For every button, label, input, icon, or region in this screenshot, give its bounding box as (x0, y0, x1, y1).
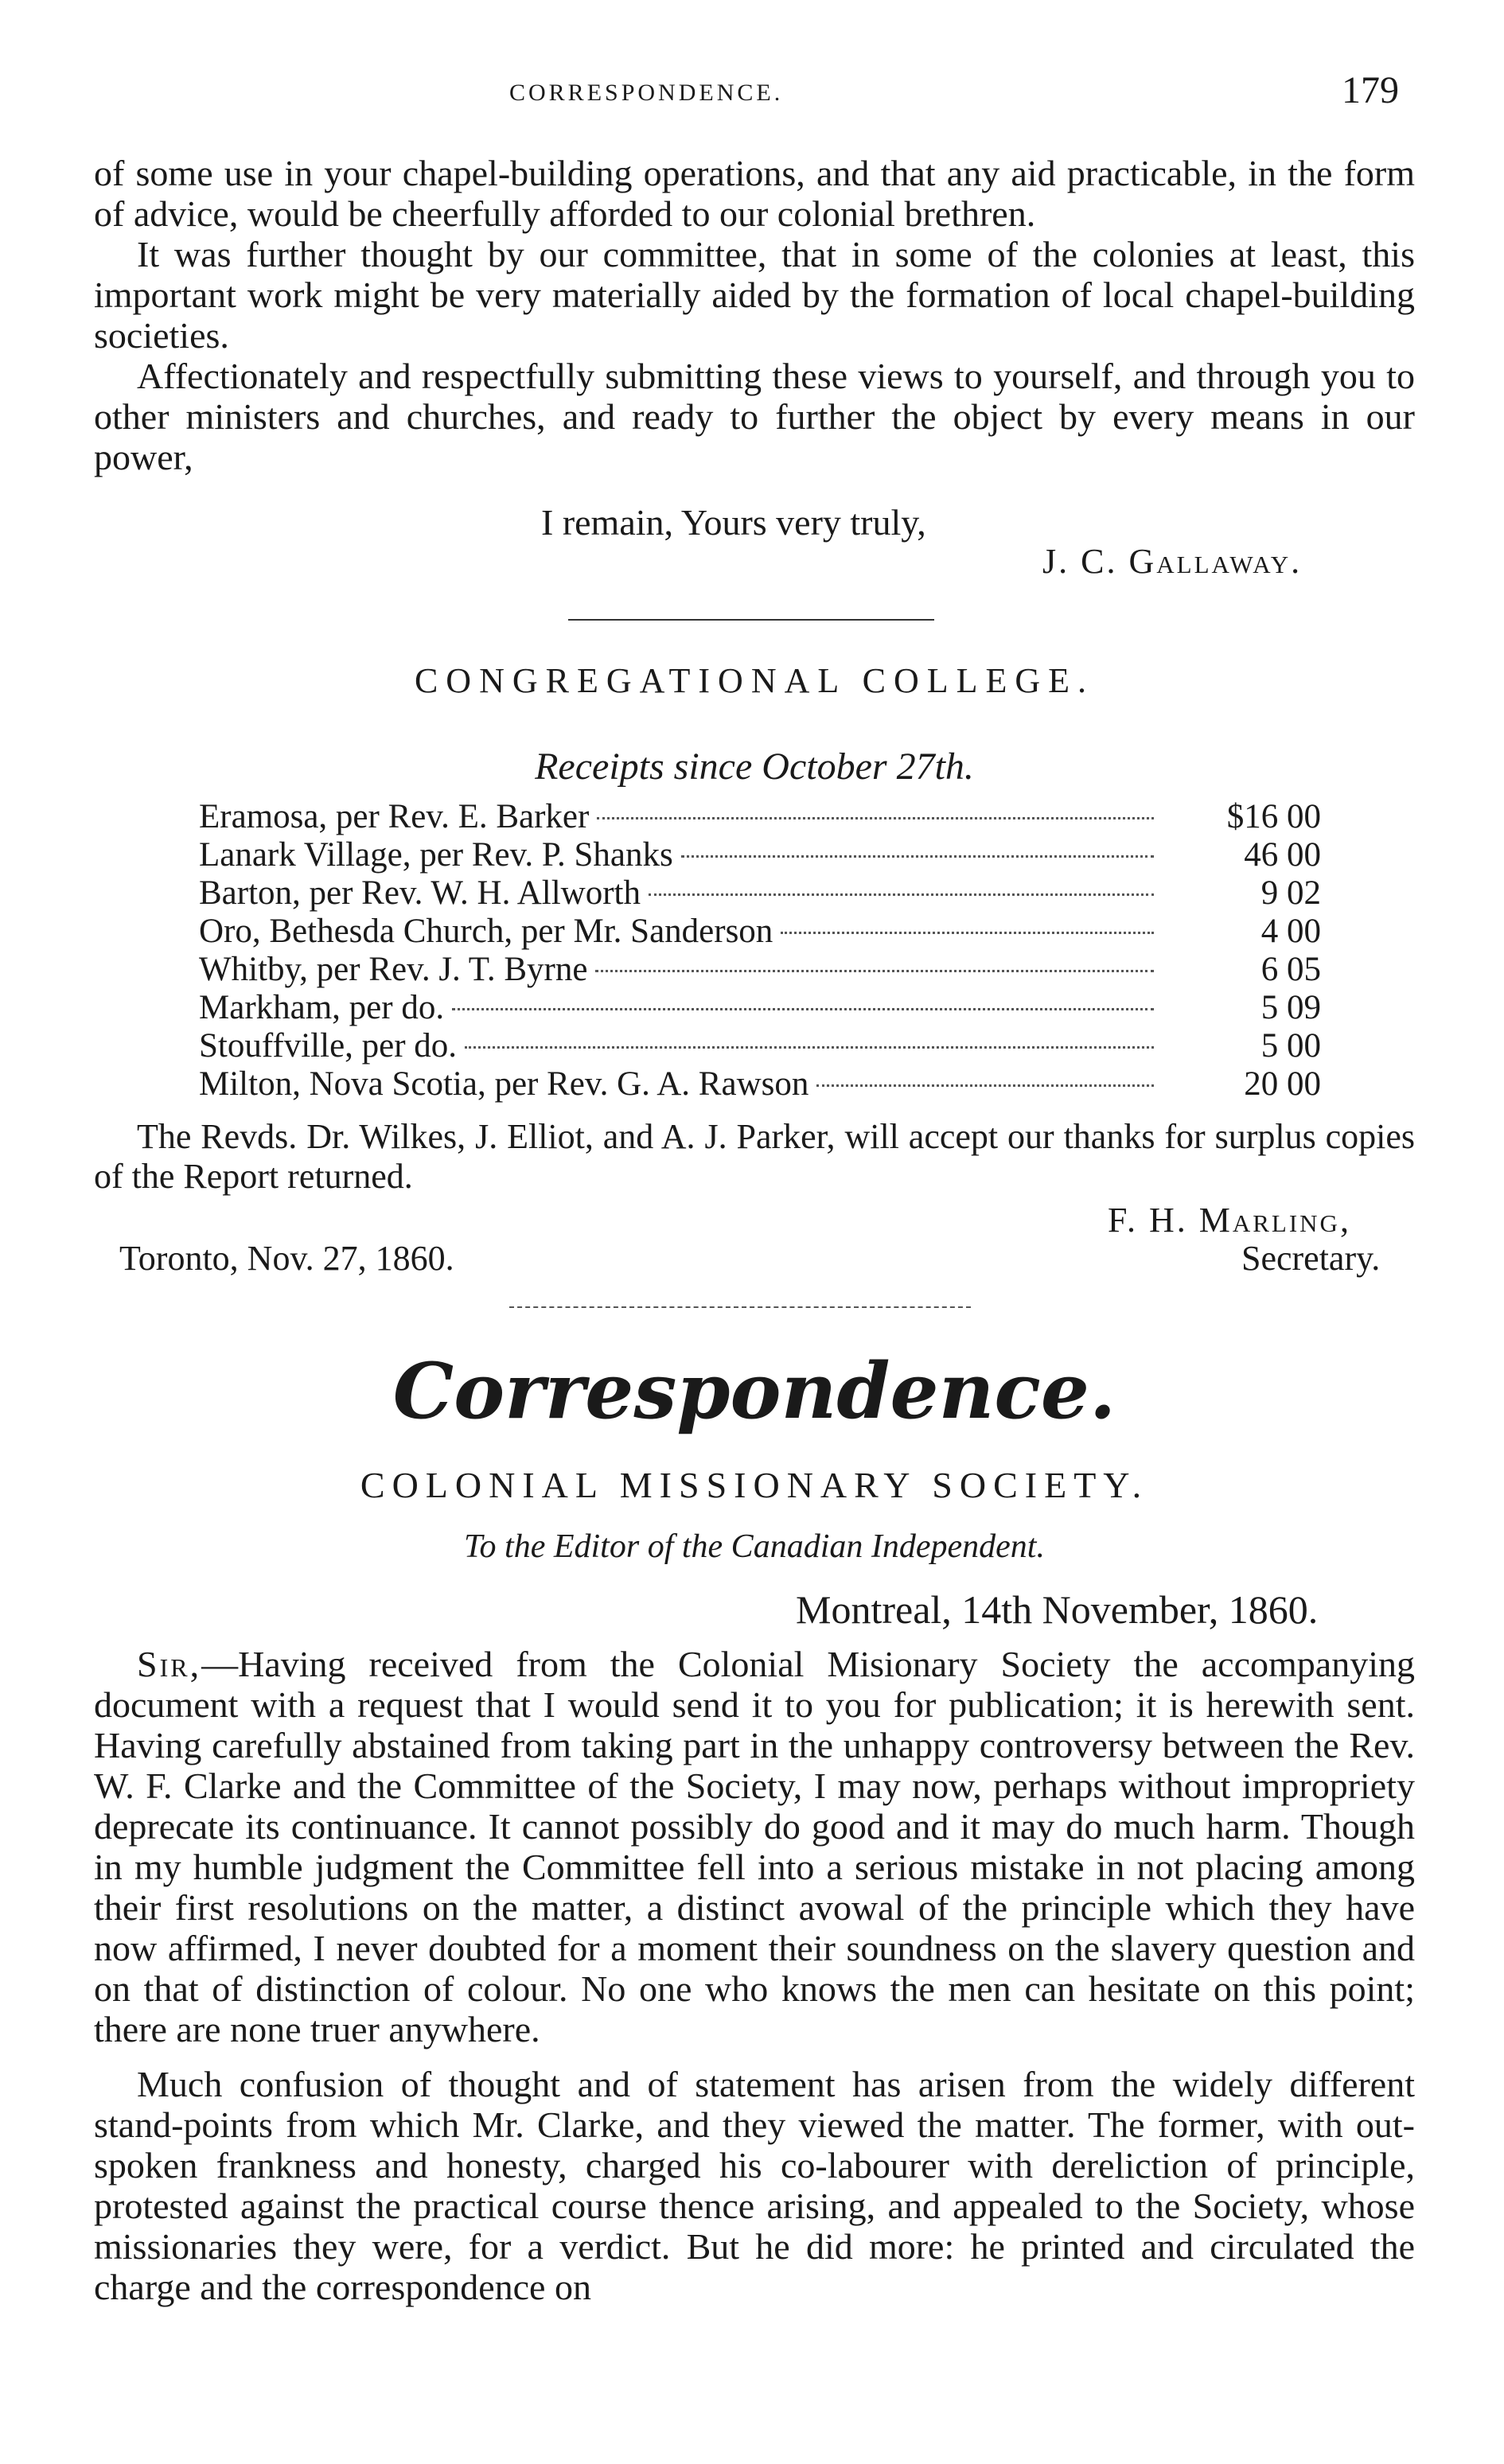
receipt-amount: 5 00 (1260, 1027, 1321, 1065)
receipt-label: Oro, Bethesda Church, per Mr. Sanderson (199, 913, 773, 950)
college-place-date: Toronto, Nov. 27, 1860. (119, 1239, 454, 1278)
correspondence-paragraph-2: Much confusion of thought and of statement has arisen from the widely different stand-points from which Mr. Clarke, and they viewed the matter. The former, with out-spoken frankness and honesty, charged his co-labourer with dereliction of principle, protested against the practical course thence arising, and appealed to the Society, whose missionaries they were, for a verdict. But he did more: he printed and circulated the charge and the correspondence on (94, 2064, 1415, 2307)
receipt-amount: 6 05 (1260, 951, 1321, 988)
dot-leader (597, 817, 1154, 819)
editor-line: To the Editor of the Canadian Independent. (464, 1528, 1045, 1565)
receipt-label: Barton, per Rev. W. H. Allworth (199, 874, 641, 912)
college-heading: CONGREGATIONAL COLLEGE. (414, 661, 1095, 700)
receipt-row (199, 835, 1321, 874)
thanks-note: The Revds. Dr. Wilkes, J. Elliot, and A. J. Parker, will accept our thanks for surplus copies of the Report returned. (94, 1117, 1415, 1196)
receipt-row (199, 797, 1321, 835)
receipt-row (199, 988, 1321, 1026)
receipt-row (199, 1065, 1321, 1103)
letter-closing: I remain, Yours very truly, (541, 502, 926, 543)
dot-leader (465, 1046, 1154, 1049)
receipt-label: Milton, Nova Scotia, per Rev. G. A. Rawson (199, 1065, 809, 1103)
dashed-divider (509, 1306, 971, 1308)
receipt-label: Stouffville, per do. (199, 1027, 458, 1065)
dot-leader (681, 855, 1154, 858)
college-signer: F. H. Marling, (1108, 1201, 1351, 1240)
salutation: Sir, (137, 1644, 202, 1684)
letter-signature: J. C. Gallaway. (1042, 542, 1303, 581)
receipt-label: Lanark Village, per Rev. P. Shanks (199, 836, 673, 874)
letter-paragraph-2: It was further thought by our committee, that in some of the colonies at least, this important work might be very materially aided by the formation of local chapel-building societies. (94, 234, 1415, 356)
receipt-label: Eramosa, per Rev. E. Barker (199, 798, 590, 835)
running-head: CORRESPONDENCE. (509, 80, 784, 106)
dot-leader (649, 893, 1154, 896)
receipt-amount: 4 00 (1260, 913, 1321, 950)
correspondence-body (94, 1644, 1415, 2307)
receipt-label: Markham, per do. (199, 989, 445, 1026)
dot-leader (781, 932, 1154, 934)
receipt-amount: $16 00 (1226, 798, 1321, 835)
receipt-row (199, 912, 1321, 950)
receipts-list (199, 797, 1321, 1103)
receipt-amount: 5 09 (1260, 989, 1321, 1026)
college-signer-title: Secretary. (1241, 1239, 1381, 1278)
receipt-row (199, 950, 1321, 988)
receipts-heading: Receipts since October 27th. (535, 745, 974, 788)
paragraph-1-text: —Having received from the Colonial Misionary Society the accompanying document with a request that I would send it to you for publication; it is herewith sent. Having carefully abstained from taking part in the unhappy controversy between the Rev. W. F. Clarke and the Committee of the Society, I may now, perhaps without impropriety deprecate its continuance. It cannot possibly do good and it may do much harm. Though in my humble judgment the Committee fell into a serious mistake in not placing among their first resolutions on the matter, a distinct avowal of the principle which they have now affirmed, I never doubted for a moment their soundness on the slavery question and on that of distinction of colour. No one who knows the men can hesitate on this point; there are none truer anywhere. (94, 1644, 1415, 2049)
receipt-amount: 9 02 (1260, 874, 1321, 912)
section-title: Correspondence. (392, 1346, 1116, 1436)
receipt-label: Whitby, per Rev. J. T. Byrne (199, 951, 588, 988)
page-number: 179 (1342, 69, 1399, 111)
receipt-amount: 20 00 (1244, 1065, 1321, 1103)
receipt-amount: 46 00 (1244, 836, 1321, 874)
dot-leader (452, 1008, 1154, 1010)
dateline: Montreal, 14th November, 1860. (796, 1587, 1319, 1632)
receipt-row (199, 1026, 1321, 1065)
dot-leader (816, 1084, 1154, 1087)
receipt-row (199, 874, 1321, 912)
letter-end (94, 153, 1415, 477)
letter-paragraph-1: of some use in your chapel-building operations, and that any aid practicable, in the form of advice, would be cheerfully afforded to our colonial brethren. (94, 153, 1415, 234)
society-heading: COLONIAL MISSIONARY SOCIETY. (360, 1465, 1149, 1505)
correspondence-paragraph-1 (94, 1644, 1415, 2049)
divider-rule (568, 619, 934, 621)
letter-paragraph-3: Affectionately and respectfully submitting these views to yourself, and through you to other ministers and churches, and ready to further the object by every means in our power, (94, 356, 1415, 477)
dot-leader (595, 970, 1154, 972)
